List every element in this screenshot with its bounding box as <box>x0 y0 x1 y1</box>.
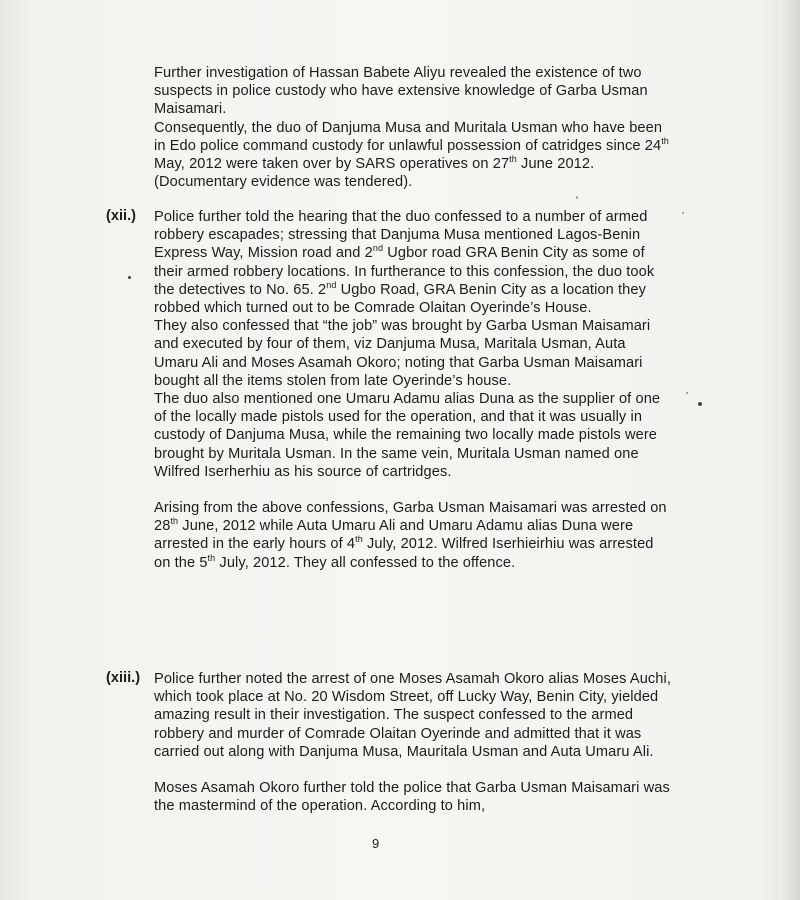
scan-speck <box>128 276 131 279</box>
section-number-xiii: (xiii.) <box>106 670 141 686</box>
intro-paragraph-2: Consequently, the duo of Danjuma Musa and Muritala Usman who have been in Edo police command custody for unlawful possession of catridges since 24th May, 2012 were taken over by SARS operatives on 27th June 2012. (Documentary evidence was tendered). <box>154 119 669 191</box>
xii-paragraph-1: Police further told the hearing that the duo confessed to a number of armed robbery escapades; stressing that Danjuma Musa mentioned Lagos-Benin Express Way, Mission road and 2nd Ugbor road GRA Benin City as some of their armed robbery locations. In furtherance to this confession, the duo took the detectives to No. 65. 2nd Ugbo Road, GRA Benin City as a location they robbed which turned out to be Comrade Olaitan Oyerinde’s House. <box>154 209 655 317</box>
xii-paragraph-4: Arising from the above confessions, Garba Usman Maisamari was arrested on 28th June, 2012 while Auta Umaru Ali and Umaru Adamu alias Duna were arrested in the early hours of 4th July, 2012. Wilfred Iserhieirhiu was arrested on the 5th July, 2012. They all confessed to the offence. <box>154 500 667 571</box>
section-xiii-block <box>154 670 674 815</box>
intro-paragraph-1: Further investigation of Hassan Babete Aliyu revealed the existence of two suspects in police custody who have extensive knowledge of Garba Usman Maisamari. <box>154 65 648 118</box>
xii-paragraph-3: The duo also mentioned one Umaru Adamu alias Duna as the supplier of one of the locally made pistols used for the operation, and that it was usually in custody of Danjuma Musa, while the remaining two locally made pistols were brought by Muritala Usman. In the same vein, Muritala Usman named one Wilfred Iserherhiu as his source of cartridges. <box>154 391 661 480</box>
xii-paragraph-2: They also confessed that “the job” was brought by Garba Usman Maisamari and executed by four of them, viz Danjuma Musa, Maritala Usman, Auta Umaru Ali and Moses Asamah Okoro; noting that Garba Usman Maisamari bought all the items stolen from late Oyerinde’s house. <box>154 318 651 389</box>
scan-speck <box>576 196 578 199</box>
scan-speck <box>698 402 702 406</box>
xiii-paragraph-1: Police further noted the arrest of one Moses Asamah Okoro alias Moses Auchi, which took place at No. 20 Wisdom Street, off Lucky Way, Benin City, yielded amazing result in their investigation. The suspect confessed to the armed robbery and murder of Comrade Olaitan Oyerinde and admitted that it was carried out along with Danjuma Musa, Mauritala Usman and Auta Umaru Ali. <box>154 671 672 760</box>
page-number: 9 <box>372 836 380 851</box>
intro-block <box>154 64 674 191</box>
scan-speck <box>686 392 688 394</box>
section-xii-block <box>154 208 674 572</box>
xiii-paragraph-2: Moses Asamah Okoro further told the police that Garba Usman Maisamari was the mastermind of the operation. According to him, <box>154 780 670 815</box>
page-edge-shadow <box>778 0 800 900</box>
scan-speck <box>682 212 684 214</box>
section-number-xii: (xii.) <box>106 208 136 224</box>
